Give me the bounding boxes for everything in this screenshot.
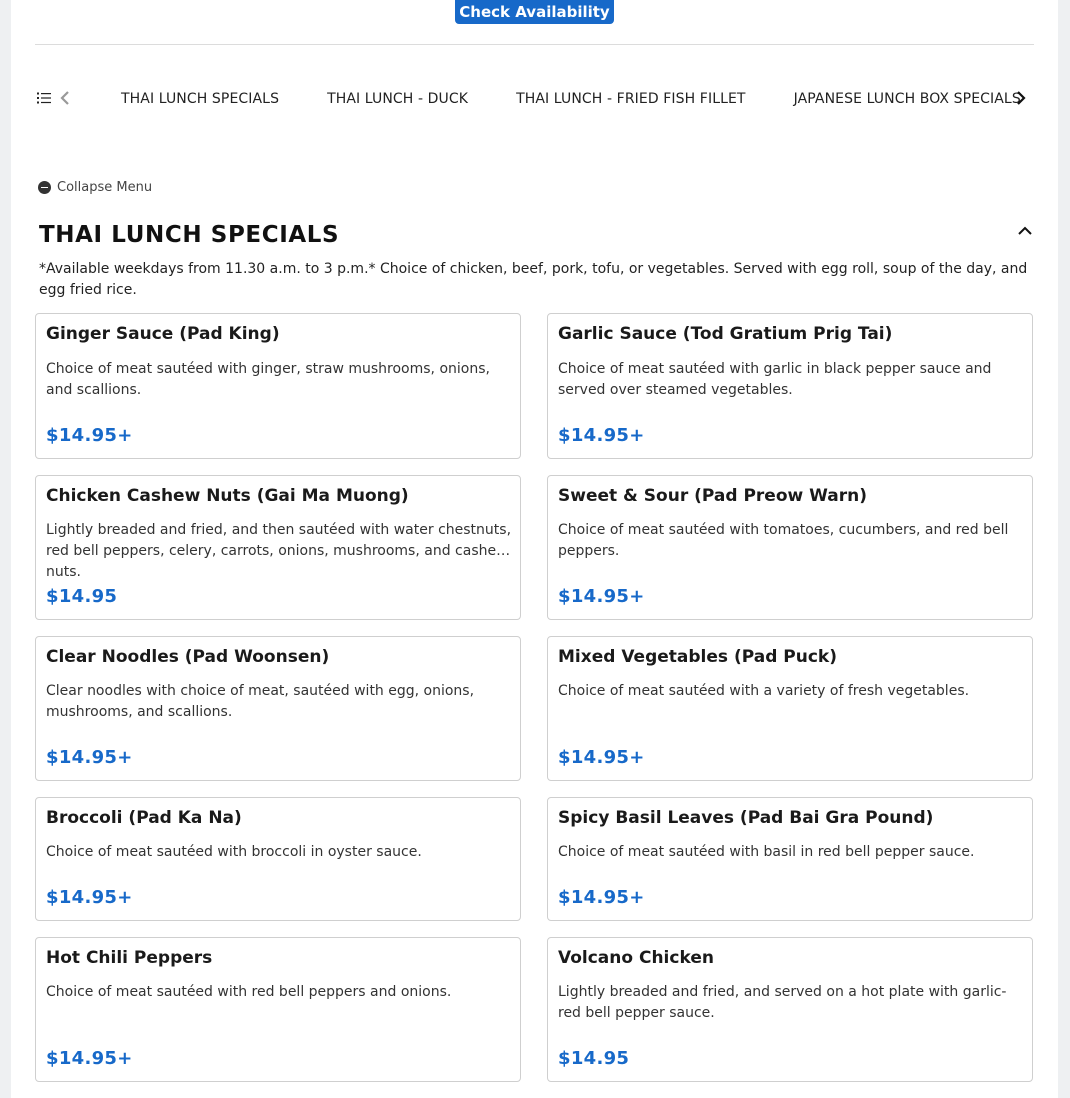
menu-item-price: $14.95+ — [46, 1048, 133, 1069]
menu-item-description: Lightly breaded and fried, and served on a hot plate with garlic-red bell pepper sauce. — [558, 984, 1007, 1021]
menu-item-name: Volcano Chicken — [558, 948, 714, 968]
tab-japanese-lunch-box-specials[interactable]: JAPANESE LUNCH BOX SPECIALS — [793, 91, 1021, 107]
header-divider — [35, 44, 1034, 45]
menu-item-card[interactable] — [35, 313, 521, 459]
menu-item-description: Choice of meat sautéed with broccoli in oyster sauce. — [46, 844, 422, 860]
menu-item-price: $14.95+ — [558, 887, 645, 908]
menu-item-name: Spicy Basil Leaves (Pad Bai Gra Pound) — [558, 808, 934, 828]
menu-item-price: $14.95 — [558, 1048, 630, 1069]
menu-item-description: Choice of meat sautéed with basil in red bell pepper sauce. — [558, 844, 975, 860]
check-availability-label: Check Availability — [459, 3, 610, 21]
menu-item-card[interactable] — [35, 937, 521, 1082]
collapse-menu-label: Collapse Menu — [57, 179, 153, 195]
menu-item-description: Choice of meat sautéed with ginger, straw mushrooms, onions, and scallions. — [46, 361, 490, 398]
section-title: THAI LUNCH SPECIALS — [39, 222, 340, 248]
menu-item-description: Lightly breaded and fried, and then sautéed with water chestnuts, red bell peppers, celery, carrots, onions, mushrooms, and cashew nuts. — [46, 522, 512, 580]
minus-circle-icon — [38, 181, 51, 194]
chevron-up-icon[interactable] — [1017, 223, 1033, 237]
menu-item-price: $14.95 — [46, 586, 118, 607]
menu-item-name: Garlic Sauce (Tod Gratium Prig Tai) — [558, 324, 893, 344]
list-icon[interactable] — [37, 91, 51, 105]
menu-item-price: $14.95+ — [558, 747, 645, 768]
menu-item-name: Mixed Vegetables (Pad Puck) — [558, 647, 837, 667]
menu-item-price: $14.95+ — [46, 887, 133, 908]
menu-item-description: Choice of meat sautéed with a variety of fresh vegetables. — [558, 683, 970, 699]
tab-thai-lunch-duck[interactable]: THAI LUNCH - DUCK — [327, 91, 469, 107]
menu-item-card[interactable] — [35, 797, 521, 921]
tab-thai-lunch-fried-fish-fillet[interactable]: THAI LUNCH - FRIED FISH FILLET — [516, 91, 746, 107]
menu-item-card[interactable] — [35, 636, 521, 781]
chevron-right-icon[interactable] — [1015, 90, 1027, 106]
menu-item-description: Clear noodles with choice of meat, sautéed with egg, onions, mushrooms, and scallions. — [46, 683, 475, 720]
menu-item-name: Sweet & Sour (Pad Preow Warn) — [558, 486, 868, 506]
check-availability-button[interactable] — [455, 0, 614, 24]
menu-item-card[interactable] — [547, 937, 1033, 1082]
menu-item-name: Broccoli (Pad Ka Na) — [46, 808, 242, 828]
page — [11, 0, 1058, 1098]
menu-item-description: Choice of meat sautéed with red bell peppers and onions. — [46, 984, 452, 1000]
menu-item-card[interactable] — [547, 636, 1033, 781]
menu-item-name: Ginger Sauce (Pad King) — [46, 324, 280, 344]
menu-item-price: $14.95+ — [46, 425, 133, 446]
menu-item-card[interactable] — [547, 475, 1033, 620]
menu-item-card[interactable] — [547, 313, 1033, 459]
collapse-menu-toggle[interactable] — [38, 179, 152, 195]
menu-item-price: $14.95+ — [558, 586, 645, 607]
menu-item-description: Choice of meat sautéed with garlic in black pepper sauce and served over steamed vegetables. — [558, 361, 992, 398]
menu-item-price: $14.95+ — [46, 747, 133, 768]
menu-item-name: Chicken Cashew Nuts (Gai Ma Muong) — [46, 486, 409, 506]
menu-item-card[interactable] — [35, 475, 521, 620]
menu-item-name: Hot Chili Peppers — [46, 948, 213, 968]
tab-thai-lunch-specials[interactable]: THAI LUNCH SPECIALS — [121, 91, 280, 107]
chevron-left-icon[interactable] — [59, 90, 71, 106]
section-description: *Available weekdays from 11.30 a.m. to 3 p.m.* Choice of chicken, beef, pork, tofu, or vegetables. Served with egg roll, soup of the day, and egg fried rice. — [39, 261, 1028, 298]
menu-item-card[interactable] — [547, 797, 1033, 921]
category-tabs — [97, 80, 1021, 118]
menu-item-name: Clear Noodles (Pad Woonsen) — [46, 647, 330, 667]
category-nav — [35, 80, 1034, 118]
menu-item-description: Choice of meat sautéed with tomatoes, cucumbers, and red bell peppers. — [558, 522, 1009, 559]
menu-item-price: $14.95+ — [558, 425, 645, 446]
